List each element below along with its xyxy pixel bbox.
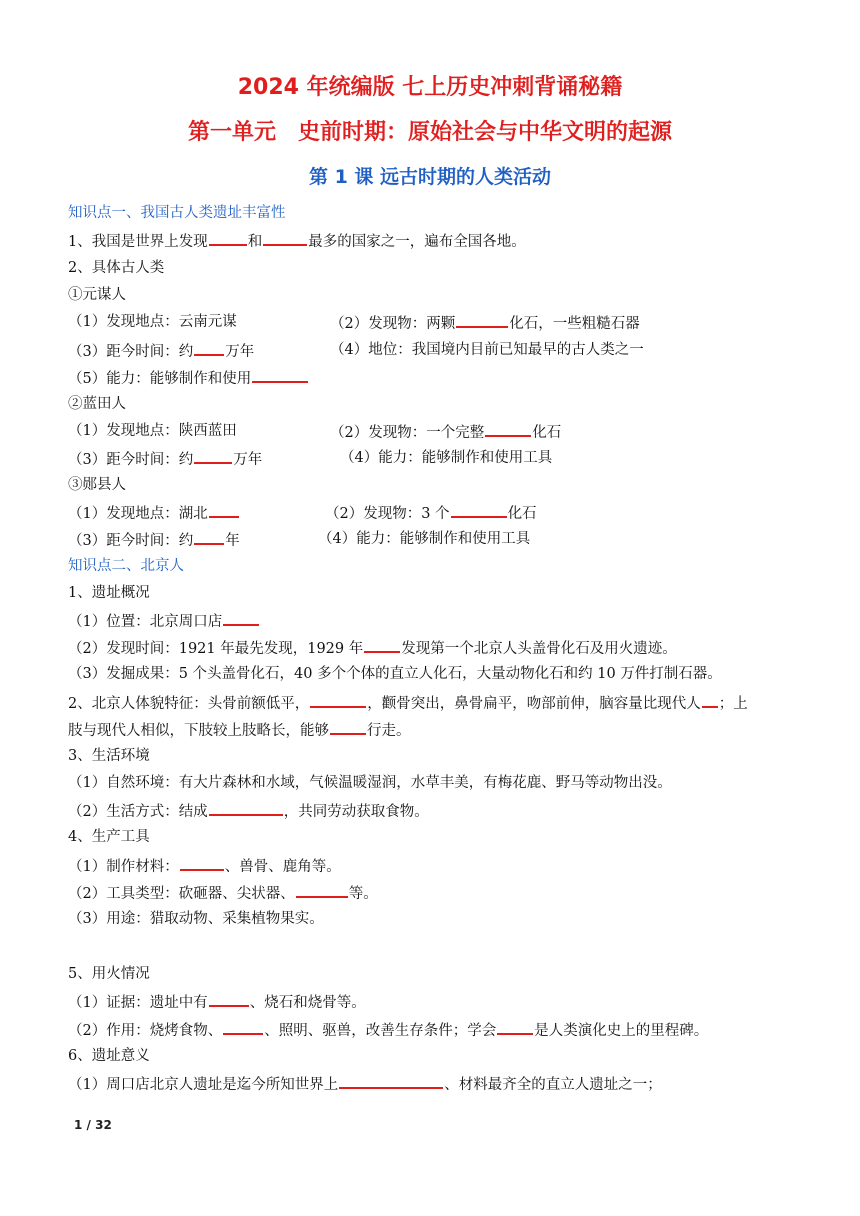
fill-blank: [223, 1019, 263, 1035]
text: （2）生活方式：结成: [68, 804, 208, 820]
fill-blank: [209, 230, 247, 246]
yunxian-site: [68, 502, 240, 524]
fill-blank: [209, 991, 249, 1007]
kp2-s4-1: [68, 855, 341, 877]
text: （3）距今时间：约: [68, 452, 194, 468]
fill-blank: [451, 502, 507, 518]
kp2-s2-cont: [68, 719, 411, 741]
text: 2、北京人体貌特征：头骨前额低平，: [68, 696, 310, 712]
lantian-heading: ②蓝田人: [68, 396, 126, 412]
text: 最多的国家之一，遍布全国各地。: [308, 234, 526, 250]
kp2-s4: 4、生产工具: [68, 829, 150, 845]
text: 、烧石和烧骨等。: [249, 995, 366, 1011]
kp2-s3-2: [68, 800, 429, 822]
yunxian-heading: ③郧县人: [68, 477, 126, 493]
lantian-ability: （4）能力：能够制作和使用工具: [340, 450, 553, 466]
kp2-s3: 3、生活环境: [68, 748, 150, 764]
text: （1）制作材料：: [68, 859, 179, 875]
text: （2）发现时间：1921 年最先发现，1929 年: [68, 641, 364, 657]
text: 万年: [233, 452, 263, 468]
text: （5）能力：能够制作和使用: [68, 371, 252, 387]
kp2-s4-2: [68, 882, 378, 904]
text: ，颧骨突出，鼻骨扁平，吻部前伸，脑容量比现代人: [367, 696, 701, 712]
fill-blank: [209, 502, 239, 518]
kp1-line2: 2、具体古人类: [68, 260, 165, 276]
fill-blank: [702, 692, 718, 708]
text: ，共同劳动获取食物。: [283, 804, 429, 820]
kp2-s1-2: [68, 637, 677, 659]
yuanmou-heading: ①元谋人: [68, 287, 126, 303]
unit-title: 第一单元 史前时期：原始社会与中华文明的起源: [187, 120, 672, 145]
fill-blank: [330, 719, 366, 735]
lantian-time: [68, 448, 262, 470]
page-number: 1 / 32: [74, 1118, 112, 1132]
fill-blank: [485, 421, 531, 437]
fill-blank: [263, 230, 307, 246]
fill-blank: [180, 855, 224, 871]
yuanmou-ability: [68, 367, 309, 389]
text: （3）距今时间：约: [68, 533, 194, 549]
fill-blank: [194, 340, 224, 356]
fill-blank: [209, 800, 283, 816]
kp2-s2: [68, 692, 748, 714]
text: （1）位置：北京周口店: [68, 614, 223, 630]
text: 1、我国是世界上发现: [68, 234, 208, 250]
text: 等。: [348, 886, 378, 902]
yuanmou-status: （4）地位：我国境内目前已知最早的古人类之一: [330, 342, 644, 358]
text: 肢与现代人相似，下肢较上肢略长，能够: [68, 723, 329, 739]
yuanmou-site: （1）发现地点：云南元谋: [68, 314, 237, 330]
text: ；上: [718, 696, 748, 712]
kp2-s3-1: （1）自然环境：有大片森林和水域，气候温暖湿润，水草丰美，有梅花鹿、野马等动物出没。: [68, 775, 672, 791]
document-title: 2024 年统编版 七上历史冲刺背诵秘籍: [237, 75, 623, 100]
text: 是人类演化史上的里程碑。: [534, 1023, 709, 1039]
lantian-site: （1）发现地点：陕西蓝田: [68, 423, 237, 439]
lesson-title: 第 1 课 远古时期的人类活动: [308, 166, 552, 188]
fill-blank: [223, 610, 259, 626]
kp1-line1: [68, 230, 526, 252]
text: （2）发现物：两颗: [330, 316, 456, 332]
text: 发现第一个北京人头盖骨化石及用火遗迹。: [401, 641, 677, 657]
yunxian-find: [325, 502, 537, 524]
text: （2）作用：烧烤食物、: [68, 1023, 223, 1039]
text: 、兽骨、鹿角等。: [224, 859, 341, 875]
fill-blank: [252, 367, 308, 383]
text: 、材料最齐全的直立人遗址之一；: [444, 1077, 662, 1093]
yuanmou-find: [330, 312, 640, 334]
kp1-heading: 知识点一、我国古人类遗址丰富性: [68, 205, 286, 221]
kp2-s6: 6、遗址意义: [68, 1048, 150, 1064]
fill-blank: [296, 882, 348, 898]
text: 行走。: [367, 723, 411, 739]
text: （2）发现物：3 个: [325, 506, 450, 522]
kp2-s1: 1、遗址概况: [68, 585, 150, 601]
kp2-s4-3: （3）用途：猎取动物、采集植物果实。: [68, 911, 324, 927]
fill-blank: [194, 448, 232, 464]
text: 化石，一些粗糙石器: [509, 316, 640, 332]
yunxian-time: [68, 529, 240, 551]
kp2-s5: 5、用火情况: [68, 966, 150, 982]
text: （1）发现地点：湖北: [68, 506, 208, 522]
yuanmou-time: [68, 340, 254, 362]
kp2-s1-1: [68, 610, 260, 632]
text: 万年: [225, 344, 255, 360]
fill-blank: [456, 312, 508, 328]
yunxian-ability: （4）能力：能够制作和使用工具: [318, 531, 531, 547]
text: 年: [225, 533, 240, 549]
lantian-find: [330, 421, 561, 443]
text: （3）距今时间：约: [68, 344, 194, 360]
kp2-s5-1: [68, 991, 366, 1013]
text: 和: [247, 234, 263, 250]
text: （1）周口店北京人遗址是迄今所知世界上: [68, 1077, 339, 1093]
fill-blank: [364, 637, 400, 653]
kp2-s1-3: （3）发掘成果：5 个头盖骨化石，40 多个个体的直立人化石，大量动物化石和约 10 万件打制石器。: [68, 666, 722, 682]
kp2-s6-1: [68, 1073, 662, 1095]
text: （2）工具类型：砍砸器、尖状器、: [68, 886, 295, 902]
fill-blank: [310, 692, 366, 708]
text: 、照明、驱兽，改善生存条件；学会: [264, 1023, 497, 1039]
text: （1）证据：遗址中有: [68, 995, 208, 1011]
kp2-heading: 知识点二、北京人: [68, 558, 184, 574]
fill-blank: [194, 529, 224, 545]
text: （2）发现物：一个完整: [330, 425, 485, 441]
fill-blank: [497, 1019, 533, 1035]
kp2-s5-2: [68, 1019, 708, 1041]
fill-blank: [339, 1073, 443, 1089]
text: 化石: [532, 425, 562, 441]
text: 化石: [507, 506, 537, 522]
